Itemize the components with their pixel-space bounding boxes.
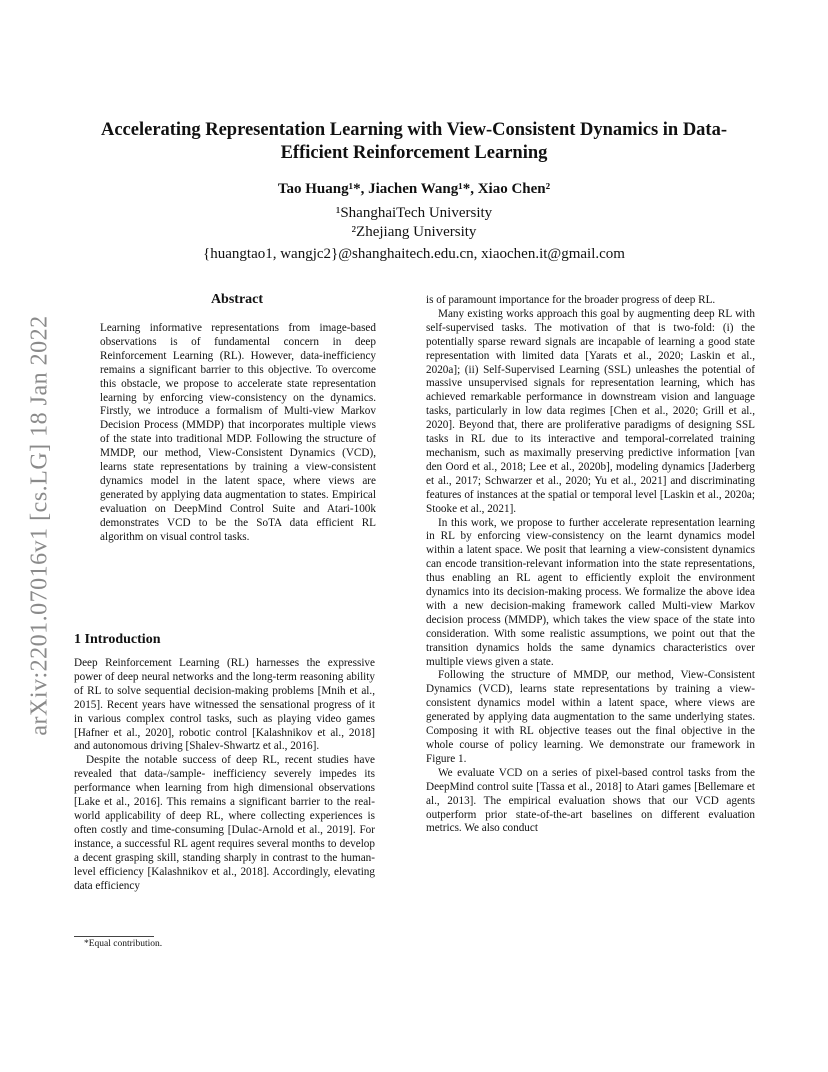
arxiv-stamp: arXiv:2201.07016v1 [cs.LG] 18 Jan 2022	[26, 314, 53, 736]
paragraph: We evaluate VCD on a series of pixel-based control tasks from the DeepMind control suite [Tassa et al., 2018] to Atari games [Bellemare et al., 2013]. The empirical evaluation shows that our VCD agents outperform prior state-of-the-art baselines on different evaluation metrics. We also conduct	[426, 766, 755, 835]
abstract-body: Learning informative representations from image-based observations is of fundamental concern in deep Reinforcement Learning (RL). However, data-inefficiency remains a significant barrier to this objective. To overcome this obstacle, we propose to accelerate state representation learning by enforcing view-consistency on the dynamics. Firstly, we introduce a formalism of Multi-view Markov Decision Process (MMDP) that incorporates multiple views of the state into traditional MDP. Following the structure of MMDP, our method, View-Consistent Dynamics (VCD), learns state representations by training a view-consistent dynamics model in the latent space, where views are generated by applying data augmentation to states. Empirical evaluation on DeepMind Control Suite and Atari-100k demonstrates VCD to be the SoTA data efficient RL algorithm on visual control tasks.	[100, 322, 376, 543]
section-heading-introduction: 1 Introduction	[74, 632, 161, 647]
paragraph: Many existing works approach this goal by augmenting deep RL with self-supervised tasks. The motivation of that is two-fold: (i) the potentially sparse reward signals are incapable of learning a good state representation with limited data [Yarats et al., 2020; Laskin et al., 2020a]; (ii) Self-Supervised Learning (SSL) unleashes the potential of massive unsupervised signals for representation learning, which has achieved remarkable performance in downstream vision and language tasks, particularly in low data regimes [Chen et al., 2020; Grill et al., 2020]. Beyond that, there are proliferative paradigms of designing SSL tasks in RL due to its interactive and temporal-correlated training mechanism, such as maximally preserving predictive information [van den Oord et al., 2018; Lee et al., 2020b], modeling dynamics [Jaderberg et al., 2017; Schwarzer et al., 2020; Yu et al., 2021] and discriminating features of instances at the spatial or temporal level [Laskin et al., 2020a; Stooke et al., 2021].	[426, 307, 755, 515]
affiliation-1: ¹ShanghaiTech University	[335, 205, 493, 221]
paper-title: Accelerating Representation Learning with View-Consistent Dynamics in Data-Efficient Reinforcement Learning	[100, 120, 728, 163]
abstract-heading: Abstract	[210, 292, 264, 307]
author-emails: {huangtao1, wangjc2}@shanghaitech.edu.cn, xiaochen.it@gmail.com	[203, 246, 625, 262]
left-column-body	[74, 657, 375, 893]
affiliation-2: ²Zhejiang University	[351, 224, 477, 240]
paragraph: Following the structure of MMDP, our method, View-Consistent Dynamics (VCD), learns state representations by training a view-consistent dynamics model within a latent space, where views are generated by applying data augmentation to the same underlying states. Composing it with RL objective teases out the final objective in the whole course of policy learning. We demonstrate our framework in Figure 1.	[426, 669, 755, 765]
paragraph: is of paramount importance for the broader progress of deep RL.	[426, 294, 716, 306]
footnote-divider	[74, 936, 154, 937]
paragraph: Despite the notable success of deep RL, recent studies have revealed that data-/sample- inefficiency severely impedes its performance when learning from high dimensional observations [Lake et al., 2016]. This remains a significant barrier to the real-world applicability of deep RL, where collecting experiences is often costly and time-consuming [Dulac-Arnold et al., 2019]. For instance, a successful RL agent requires several months to develop a decent grasping skill, standing sharply in contrast to the human-level efficiency [Kalashnikov et al., 2018]. Accordingly, elevating data efficiency	[74, 754, 375, 892]
right-column-body	[426, 294, 755, 836]
paragraph: Deep Reinforcement Learning (RL) harnesses the expressive power of deep neural networks and the long-term reasoning ability of RL to solve sequential decision-making problems [Mnih et al., 2015]. Recent years have witnessed the sensational progress of it in various complex control tasks, such as playing video games [Hafner et al., 2020], robotic control [Kalashnikov et al., 2018] and autonomous driving [Shalev-Shwartz et al., 2016].	[74, 657, 375, 753]
paragraph: In this work, we propose to further accelerate representation learning in RL by enforcing view-consistency on the learnt dynamics model within a latent space. We posit that learning a view-consistent dynamics can encode transition-relevant information into the state representations, thus enabling an RL agent to efficiently exploit the environment dynamics into its decision-making process. We formalize the above idea with a new decision-making framework called Multi-view Markov decision process (MMDP), which takes the view space of the state into consideration. With some realistic assumptions, we point out that the transition dynamics holds the same dynamics characteristics over multiple views given a state.	[426, 516, 755, 668]
authors: Tao Huang¹*, Jiachen Wang¹*, Xiao Chen²	[277, 181, 551, 197]
footnote: *Equal contribution.	[84, 939, 163, 949]
